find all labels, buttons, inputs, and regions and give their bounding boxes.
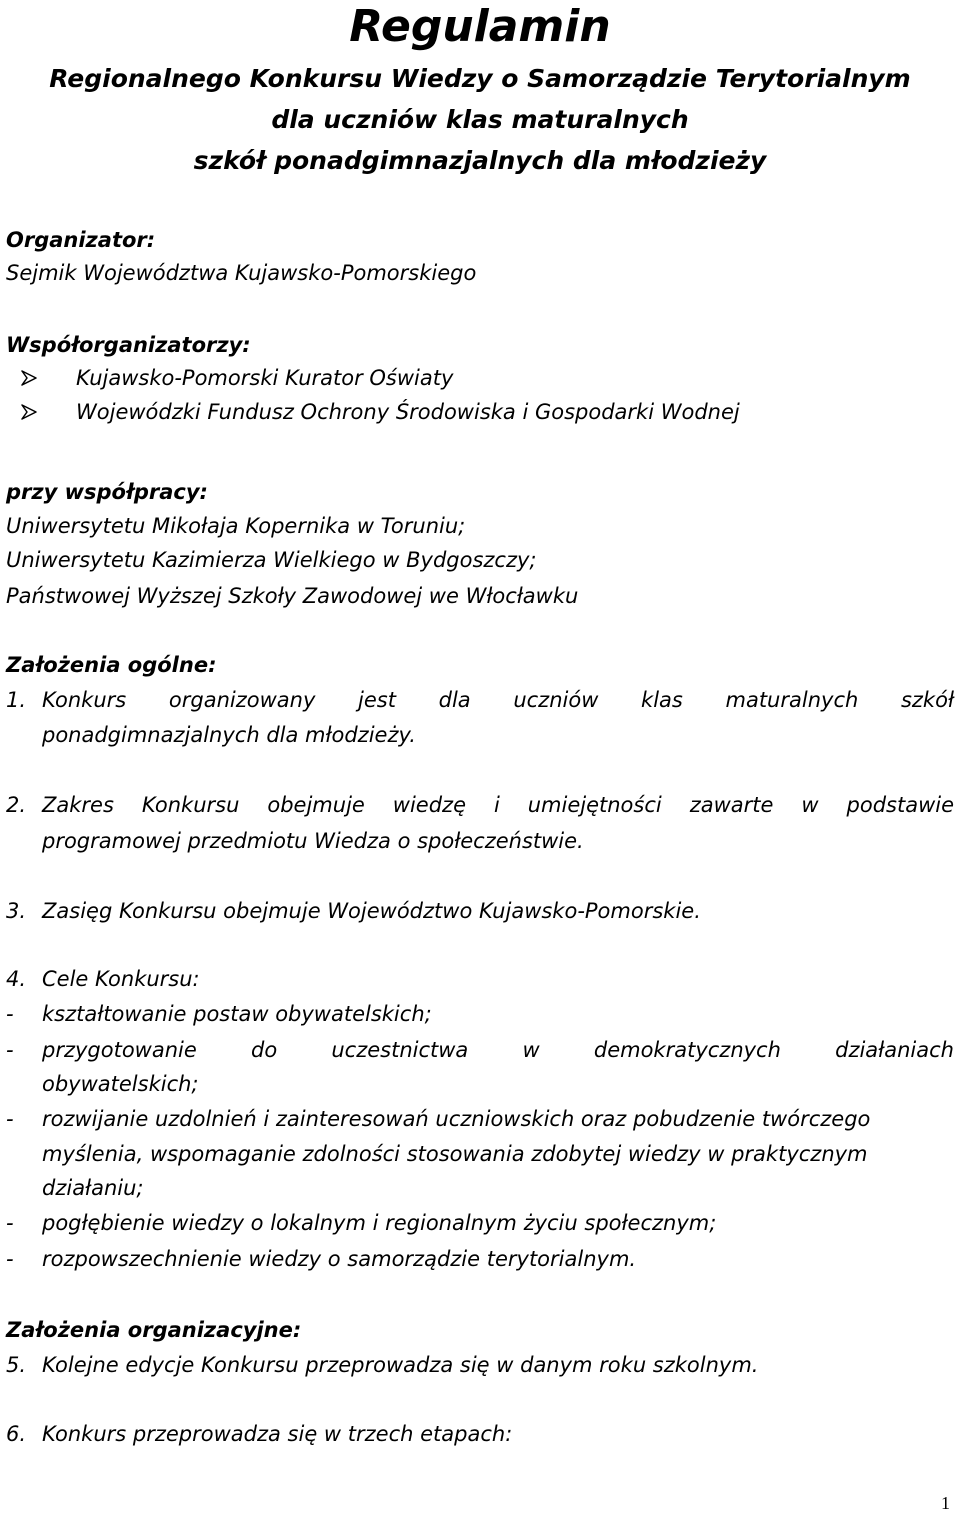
word: zawarte	[689, 793, 774, 817]
item-number: 1.	[6, 688, 27, 712]
item-number: 6.	[6, 1422, 27, 1446]
dash-marker: -	[6, 1211, 14, 1235]
word: uczniów	[513, 688, 599, 712]
cooperation-heading: przy współpracy:	[6, 480, 208, 504]
arrowhead-bullet-icon	[20, 369, 38, 387]
word: działaniach	[835, 1038, 954, 1062]
dash-marker: -	[6, 1107, 14, 1131]
word: Zakres	[42, 793, 114, 817]
paragraph-3: Zasięg Konkursu obejmuje Województwo Kujawsko-Pomorskie.	[42, 899, 701, 923]
word: w	[522, 1038, 540, 1062]
paragraph-5: Kolejne edycje Konkursu przeprowadza się w danym roku szkolnym.	[42, 1353, 759, 1377]
goal-item-line-1: rozwijanie uzdolnień i zainteresowań uczniowskich oraz pobudzenie twórczego	[42, 1107, 871, 1131]
item-number: 3.	[6, 899, 27, 923]
paragraph-4: Cele Konkursu:	[42, 967, 200, 991]
word: klas	[641, 688, 683, 712]
word: demokratycznych	[593, 1038, 781, 1062]
goal-item-line-2: myślenia, wspomaganie zdolności stosowania zdobytej wiedzy w praktycznym	[42, 1142, 868, 1166]
word: podstawie	[846, 793, 954, 817]
organizational-heading: Założenia organizacyjne:	[6, 1318, 302, 1342]
word: do	[250, 1038, 278, 1062]
goal-item-line-1	[42, 1038, 954, 1062]
dash-marker: -	[6, 1247, 14, 1271]
subtitle-line-2: dla uczniów klas maturalnych	[271, 105, 689, 134]
dash-marker: -	[6, 1002, 14, 1026]
word: w	[801, 793, 819, 817]
organizer-value: Sejmik Województwa Kujawsko-Pomorskiego	[6, 261, 477, 285]
document-title: Regulamin	[349, 1, 611, 52]
organizer-heading: Organizator:	[6, 228, 156, 252]
item-number: 4.	[6, 967, 27, 991]
word: obejmuje	[267, 793, 365, 817]
coorganizer-label: Wojewódzki Fundusz Ochrony Środowiska i Gospodarki Wodnej	[76, 400, 740, 424]
dash-marker: -	[6, 1038, 14, 1062]
word: wiedzę	[392, 793, 466, 817]
goal-item-line-3: działaniu;	[42, 1176, 144, 1200]
coorganizer-item	[20, 366, 453, 390]
goal-item: pogłębienie wiedzy o lokalnym i regionalnym życiu społecznym;	[42, 1211, 717, 1235]
word: i	[493, 793, 500, 817]
word: dla	[438, 688, 471, 712]
goal-item-line-2: obywatelskich;	[42, 1072, 199, 1096]
goal-item: rozpowszechnienie wiedzy o samorządzie terytorialnym.	[42, 1247, 637, 1271]
word: szkół	[900, 688, 954, 712]
coorganizers-heading: Współorganizatorzy:	[6, 333, 251, 357]
cooperation-item: Państwowej Wyższej Szkoły Zawodowej we Włocławku	[6, 584, 579, 608]
word: Konkurs	[42, 688, 127, 712]
page-number: 1	[941, 1493, 950, 1513]
word: maturalnych	[725, 688, 859, 712]
coorganizer-label: Kujawsko-Pomorski Kurator Oświaty	[76, 366, 454, 390]
general-heading: Założenia ogólne:	[6, 653, 217, 677]
coorganizer-item	[20, 400, 740, 424]
arrowhead-bullet-icon	[20, 403, 38, 421]
word: jest	[358, 688, 396, 712]
goal-item: kształtowanie postaw obywatelskich;	[42, 1002, 432, 1026]
cooperation-item: Uniwersytetu Kazimierza Wielkiego w Bydgoszczy;	[6, 548, 537, 572]
subtitle-line-1: Regionalnego Konkursu Wiedzy o Samorządzie Terytorialnym	[49, 64, 911, 93]
cooperation-item: Uniwersytetu Mikołaja Kopernika w Toruniu;	[6, 514, 466, 538]
paragraph-1-line-1	[42, 688, 954, 712]
paragraph-6: Konkurs przeprowadza się w trzech etapach:	[42, 1422, 513, 1446]
word: Konkursu	[141, 793, 240, 817]
paragraph-1-line-2: ponadgimnazjalnych dla młodzieży.	[42, 723, 416, 747]
word: organizowany	[168, 688, 316, 712]
word: umiejętności	[527, 793, 662, 817]
item-number: 2.	[6, 793, 27, 817]
word: uczestnictwa	[331, 1038, 469, 1062]
paragraph-2-line-2: programowej przedmiotu Wiedza o społeczeństwie.	[42, 829, 584, 853]
paragraph-2-line-1	[42, 793, 954, 817]
word: przygotowanie	[42, 1038, 197, 1062]
item-number: 5.	[6, 1353, 27, 1377]
subtitle-line-3: szkół ponadgimnazjalnych dla młodzieży	[193, 146, 767, 175]
